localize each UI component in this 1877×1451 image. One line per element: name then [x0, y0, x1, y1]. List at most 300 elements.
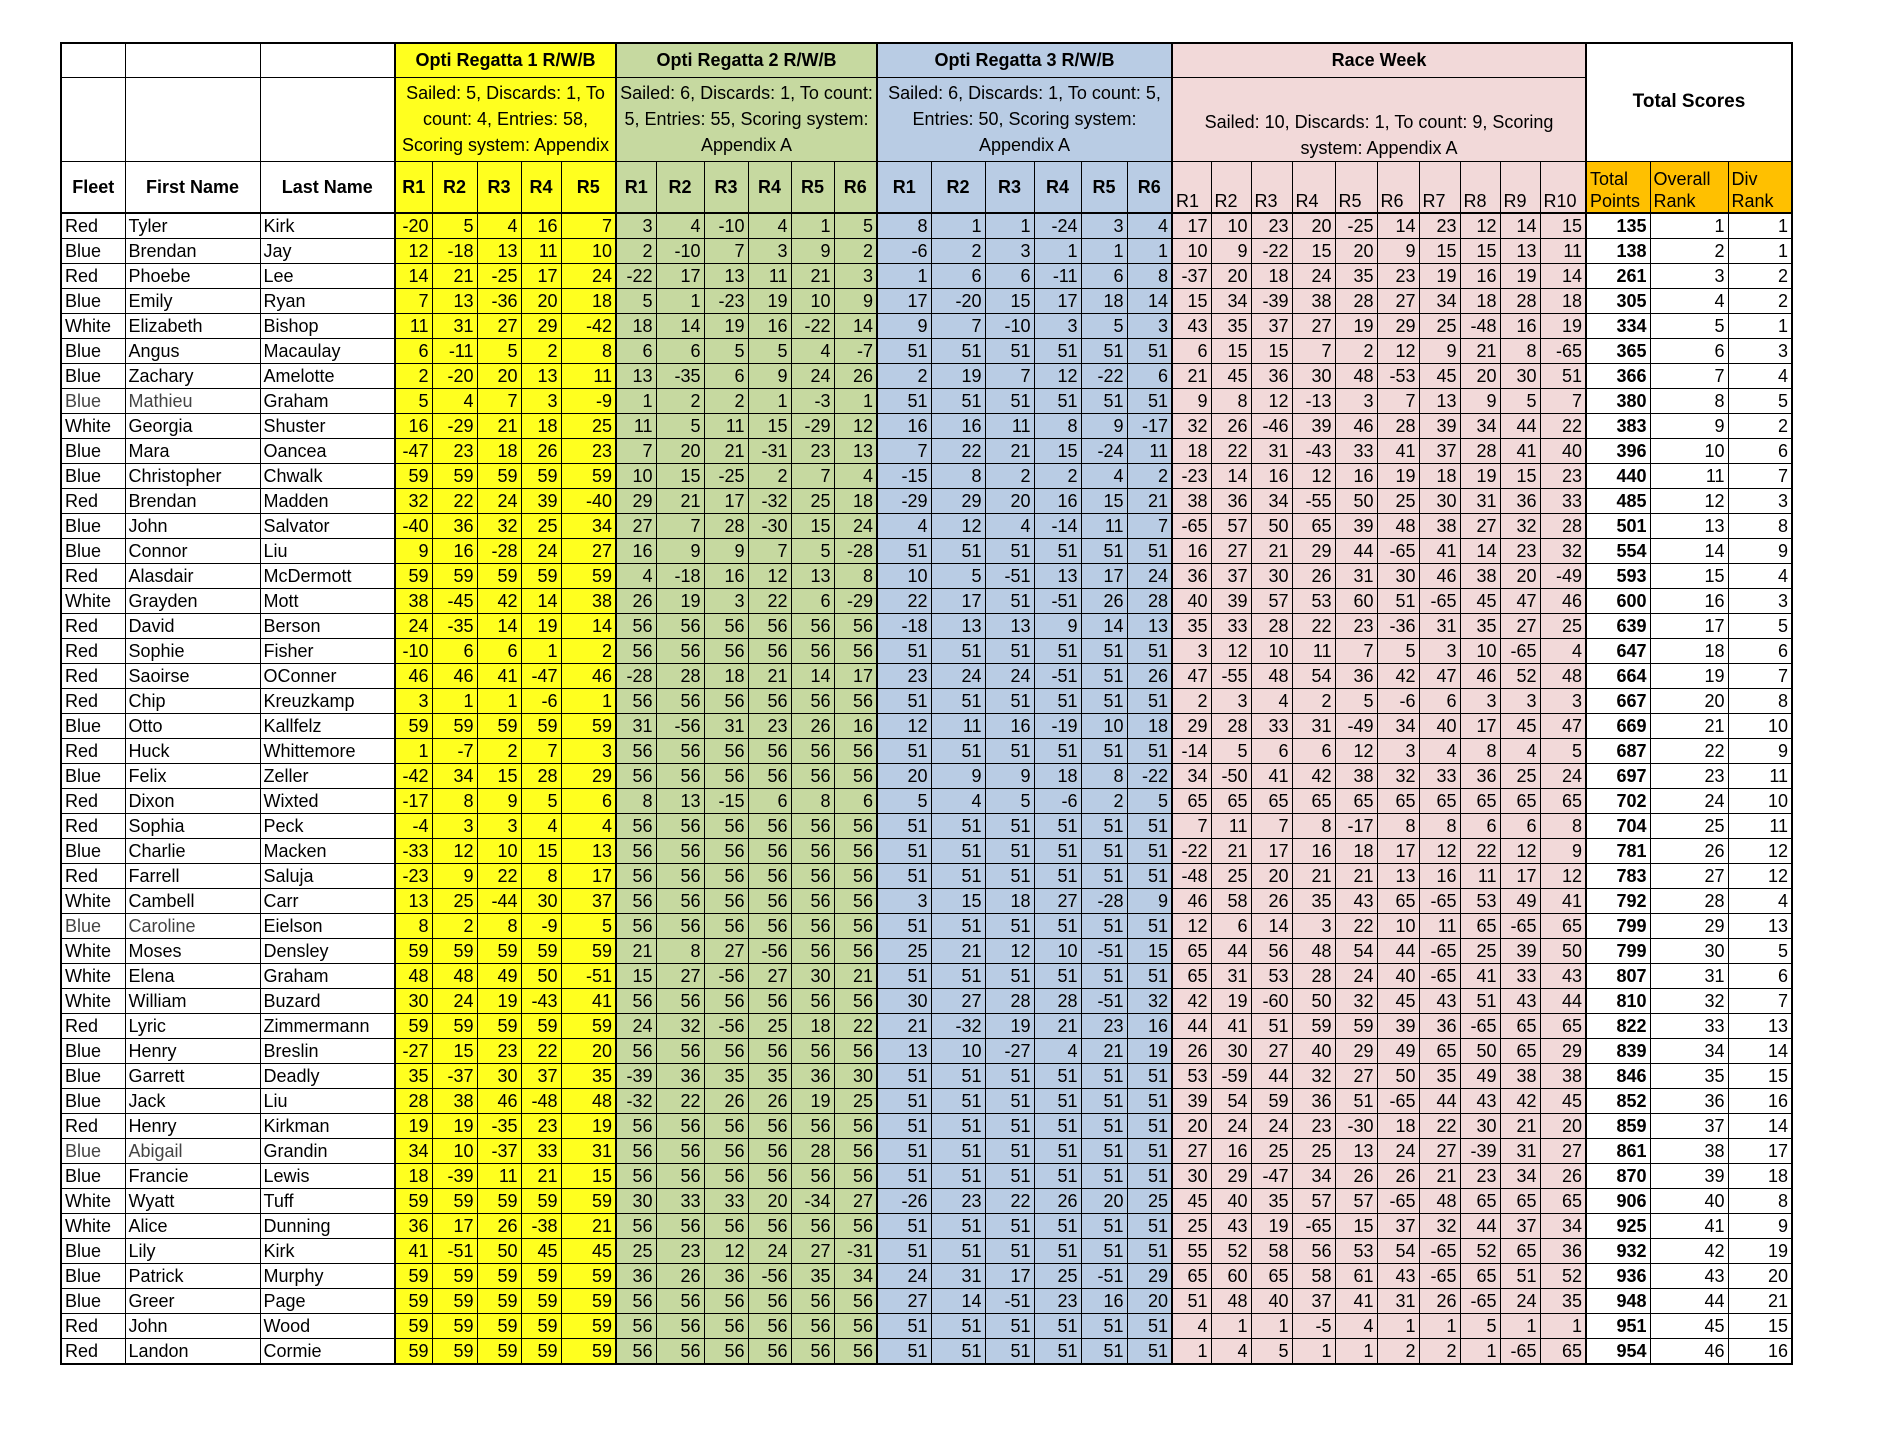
r2-score-cell: 22	[656, 1089, 704, 1114]
rw-score-cell: 27	[1419, 1139, 1460, 1164]
rw-score-cell: -65	[1460, 1289, 1500, 1314]
r2-score-cell: 56	[748, 814, 791, 839]
rw-score-cell: 55	[1172, 1239, 1211, 1264]
r2-score-cell: 56	[704, 739, 748, 764]
r3-score-cell: -51	[985, 1289, 1034, 1314]
first-name-cell: Brendan	[125, 239, 260, 264]
div-rank-cell: 9	[1728, 739, 1792, 764]
rw-score-cell: 15	[1540, 213, 1586, 239]
rw-score-cell: 7	[1292, 339, 1335, 364]
table-row	[61, 1089, 1792, 1114]
rw-score-cell: 43	[1172, 314, 1211, 339]
r2-score-cell: 56	[748, 764, 791, 789]
table-row	[61, 1239, 1792, 1264]
rw-race-header: R4	[1292, 161, 1335, 213]
r3-score-cell: 51	[1127, 1239, 1172, 1264]
rw-score-cell: 16	[1419, 864, 1460, 889]
r1-score-cell: 32	[477, 514, 521, 539]
rw-score-cell: 14	[1500, 213, 1540, 239]
r2-score-cell: 56	[656, 914, 704, 939]
fleet-cell: Blue	[61, 514, 125, 539]
r3-score-cell: 4	[931, 789, 985, 814]
table-row	[61, 264, 1792, 289]
rw-score-cell: 17	[1172, 213, 1211, 239]
r2-score-cell: 24	[834, 514, 877, 539]
rw-score-cell: 50	[1460, 1039, 1500, 1064]
rw-score-cell: 22	[1419, 1114, 1460, 1139]
rw-score-cell: -65	[1460, 1014, 1500, 1039]
r3-score-cell: 2	[931, 239, 985, 264]
rw-score-cell: 44	[1377, 939, 1419, 964]
r2-score-cell: 15	[748, 414, 791, 439]
rw-score-cell: -23	[1172, 464, 1211, 489]
r3-score-cell: 10	[877, 564, 931, 589]
rw-score-cell: 21	[1500, 1114, 1540, 1139]
rw-score-cell: -6	[1377, 689, 1419, 714]
fleet-cell: Blue	[61, 1039, 125, 1064]
overall-rank-cell: 1	[1650, 213, 1728, 239]
rw-score-cell: 65	[1172, 1264, 1211, 1289]
rw-score-cell: 26	[1211, 414, 1251, 439]
rw-score-cell: 16	[1251, 464, 1292, 489]
rw-score-cell: 44	[1251, 1064, 1292, 1089]
rw-score-cell: 11	[1211, 814, 1251, 839]
rw-score-cell: 34	[1460, 414, 1500, 439]
rw-score-cell: 35	[1540, 1289, 1586, 1314]
rw-score-cell: 8	[1460, 739, 1500, 764]
last-name-cell: Fisher	[260, 639, 395, 664]
table-row	[61, 664, 1792, 689]
rw-race-header: R5	[1335, 161, 1377, 213]
r2-score-cell: 56	[791, 939, 834, 964]
rw-score-cell: 25	[1540, 614, 1586, 639]
first-name-cell: Connor	[125, 539, 260, 564]
first-name-cell: Lily	[125, 1239, 260, 1264]
first-name-cell: Otto	[125, 714, 260, 739]
overall-rank-cell: 6	[1650, 339, 1728, 364]
div-rank-cell: 10	[1728, 714, 1792, 739]
rw-score-cell: 37	[1211, 564, 1251, 589]
rw-score-cell: 28	[1540, 514, 1586, 539]
r3-score-cell: 15	[985, 289, 1034, 314]
results-spreadsheet	[60, 42, 1793, 1365]
r1-score-cell: 27	[477, 314, 521, 339]
r2-score-cell: 56	[704, 1314, 748, 1339]
div-rank-cell: 1	[1728, 314, 1792, 339]
rw-score-cell: 43	[1377, 1264, 1419, 1289]
r1-score-cell: -38	[521, 1214, 561, 1239]
r3-score-cell: 20	[1127, 1289, 1172, 1314]
rw-score-cell: 19	[1540, 314, 1586, 339]
r2-score-cell: -10	[656, 239, 704, 264]
r2-score-cell: 56	[834, 864, 877, 889]
r2-score-cell: 56	[834, 1314, 877, 1339]
r1-score-cell: 22	[521, 1039, 561, 1064]
rw-score-cell: 35	[1292, 889, 1335, 914]
fleet-cell: Red	[61, 614, 125, 639]
rw-score-cell: 17	[1377, 839, 1419, 864]
r3-score-cell: 10	[931, 1039, 985, 1064]
total-points-cell: 861	[1586, 1139, 1650, 1164]
r1-score-cell: -4	[395, 814, 432, 839]
r3-score-cell: 51	[877, 1089, 931, 1114]
r2-race-header: R2	[656, 161, 704, 213]
r2-score-cell: 19	[791, 1089, 834, 1114]
rw-score-cell: 1	[1251, 1314, 1292, 1339]
fleet-cell: Blue	[61, 1289, 125, 1314]
table-row	[61, 1064, 1792, 1089]
first-name-cell: Sophia	[125, 814, 260, 839]
r3-score-cell: 19	[931, 364, 985, 389]
table-row	[61, 814, 1792, 839]
r3-score-cell: 15	[1034, 439, 1081, 464]
r2-score-cell: 16	[616, 539, 656, 564]
r1-score-cell: 34	[561, 514, 616, 539]
rw-score-cell: -65	[1500, 914, 1540, 939]
rw-score-cell: -25	[1335, 213, 1377, 239]
first-name-cell: Francie	[125, 1164, 260, 1189]
r2-score-cell: 56	[656, 889, 704, 914]
table-row	[61, 514, 1792, 539]
rw-score-cell: 36	[1500, 489, 1540, 514]
r1-score-cell: 59	[477, 714, 521, 739]
r3-score-cell: 51	[931, 1239, 985, 1264]
r1-score-cell: 5	[521, 789, 561, 814]
r2-score-cell: 30	[791, 964, 834, 989]
rw-score-cell: -65	[1500, 1339, 1540, 1365]
rw-score-cell: 48	[1540, 664, 1586, 689]
r2-score-cell: 28	[656, 664, 704, 689]
r2-score-cell: 28	[791, 1139, 834, 1164]
r3-score-cell: 51	[985, 639, 1034, 664]
r3-score-cell: 19	[985, 1014, 1034, 1039]
r1-score-cell: 18	[477, 439, 521, 464]
rw-score-cell: 20	[1460, 364, 1500, 389]
rw-score-cell: 14	[1540, 264, 1586, 289]
rw-score-cell: 28	[1500, 289, 1540, 314]
r3-score-cell: 6	[931, 264, 985, 289]
last-name-cell: Shuster	[260, 414, 395, 439]
table-row	[61, 439, 1792, 464]
first-name-cell: Saoirse	[125, 664, 260, 689]
r1-score-cell: 59	[521, 1189, 561, 1214]
r1-score-cell: 59	[521, 1014, 561, 1039]
rw-score-cell: 9	[1377, 239, 1419, 264]
rw-score-cell: 30	[1251, 564, 1292, 589]
r3-score-cell: 6	[985, 264, 1034, 289]
r3-score-cell: 21	[985, 439, 1034, 464]
rw-score-cell: 7	[1540, 389, 1586, 414]
r2-score-cell: 56	[616, 1114, 656, 1139]
r2-score-cell: 56	[748, 1139, 791, 1164]
r3-score-cell: 51	[931, 389, 985, 414]
first-name-cell: Christopher	[125, 464, 260, 489]
r3-race-header: R1	[877, 161, 931, 213]
r3-score-cell: 10	[1034, 939, 1081, 964]
rw-score-cell: 26	[1172, 1039, 1211, 1064]
div-rank-cell: 4	[1728, 564, 1792, 589]
rw-score-cell: 16	[1292, 839, 1335, 864]
r3-score-cell: 18	[1034, 764, 1081, 789]
r3-score-cell: -51	[1034, 664, 1081, 689]
r3-score-cell: 24	[1127, 564, 1172, 589]
r2-score-cell: 14	[834, 314, 877, 339]
rw-score-cell: 42	[1292, 764, 1335, 789]
r2-score-cell: 27	[834, 1189, 877, 1214]
last-name-cell: Murphy	[260, 1264, 395, 1289]
overall-rank-cell: 29	[1650, 914, 1728, 939]
r1-score-cell: 59	[477, 1189, 521, 1214]
fleet-cell: White	[61, 1189, 125, 1214]
rw-score-cell: 46	[1419, 564, 1460, 589]
rw-score-cell: 22	[1540, 414, 1586, 439]
div-rank-cell: 11	[1728, 764, 1792, 789]
r3-score-cell: 27	[1034, 889, 1081, 914]
r3-score-cell: 51	[1081, 1339, 1127, 1365]
overall-rank-cell: 32	[1650, 989, 1728, 1014]
rw-score-cell: 14	[1377, 213, 1419, 239]
rw-race-header: R1	[1172, 161, 1211, 213]
rw-score-cell: 48	[1377, 514, 1419, 539]
r3-score-cell: 12	[1034, 364, 1081, 389]
div-rank-cell: 16	[1728, 1089, 1792, 1114]
r2-score-cell: -18	[656, 564, 704, 589]
r2-score-cell: 56	[791, 989, 834, 1014]
r1-score-cell: 14	[521, 589, 561, 614]
r2-score-cell: 35	[791, 1264, 834, 1289]
r2-score-cell: 56	[791, 1114, 834, 1139]
rw-score-cell: -39	[1251, 289, 1292, 314]
rw-score-cell: 10	[1172, 239, 1211, 264]
r2-score-cell: 24	[791, 364, 834, 389]
r1-score-cell: 6	[477, 639, 521, 664]
r3-score-cell: 51	[1034, 1239, 1081, 1264]
rw-score-cell: 45	[1500, 714, 1540, 739]
rw-score-cell: 50	[1540, 939, 1586, 964]
rw-score-cell: 65	[1500, 1014, 1540, 1039]
rw-score-cell: 33	[1540, 489, 1586, 514]
r1-score-cell: 1	[561, 689, 616, 714]
rw-score-cell: 40	[1540, 439, 1586, 464]
table-row	[61, 464, 1792, 489]
r2-score-cell: 56	[834, 1039, 877, 1064]
r1-score-cell: 59	[561, 1014, 616, 1039]
r2-score-cell: -56	[748, 939, 791, 964]
r3-score-cell: 7	[985, 364, 1034, 389]
div-rank-cell: 3	[1728, 489, 1792, 514]
r1-score-cell: 59	[561, 1339, 616, 1365]
r1-score-cell: -42	[395, 764, 432, 789]
r1-score-cell: 59	[521, 564, 561, 589]
r1-score-cell: 18	[521, 414, 561, 439]
first-name-cell: Tyler	[125, 213, 260, 239]
rw-score-cell: 19	[1460, 464, 1500, 489]
r1-score-cell: -40	[395, 514, 432, 539]
r1-score-cell: 13	[395, 889, 432, 914]
fleet-cell: Red	[61, 1114, 125, 1139]
r3-score-cell: -29	[877, 489, 931, 514]
rw-score-cell: 32	[1335, 989, 1377, 1014]
rw-score-cell: 34	[1211, 289, 1251, 314]
div-rank-cell: 13	[1728, 914, 1792, 939]
fleet-cell: Red	[61, 639, 125, 664]
div-rank-cell: 4	[1728, 889, 1792, 914]
r1-score-cell: 5	[432, 213, 477, 239]
r1-score-cell: 59	[561, 1289, 616, 1314]
r1-score-cell: -47	[521, 664, 561, 689]
table-row	[61, 1314, 1792, 1339]
rw-score-cell: -47	[1251, 1164, 1292, 1189]
r3-score-cell: 51	[877, 1114, 931, 1139]
total-points-cell: 839	[1586, 1039, 1650, 1064]
r1-race-header: R5	[561, 161, 616, 213]
overall-rank-cell: 25	[1650, 814, 1728, 839]
r3-score-cell: 51	[985, 1114, 1034, 1139]
rw-score-cell: 29	[1377, 314, 1419, 339]
div-rank-cell: 6	[1728, 639, 1792, 664]
r2-score-cell: 32	[656, 1014, 704, 1039]
r1-score-cell: 14	[561, 614, 616, 639]
r1-score-cell: 13	[561, 839, 616, 864]
rw-score-cell: 9	[1540, 839, 1586, 864]
fleet-cell: Blue	[61, 714, 125, 739]
total-points-cell: 440	[1586, 464, 1650, 489]
r2-score-cell: 56	[616, 639, 656, 664]
rw-score-cell: 36	[1251, 364, 1292, 389]
first-name-cell: Chip	[125, 689, 260, 714]
r1-score-cell: 31	[561, 1139, 616, 1164]
last-name-cell: Kirkman	[260, 1114, 395, 1139]
r3-score-cell: 27	[877, 1289, 931, 1314]
r3-score-cell: 51	[1034, 814, 1081, 839]
r3-score-cell: 51	[1034, 339, 1081, 364]
r2-score-cell: 56	[748, 639, 791, 664]
r3-score-cell: 51	[1081, 339, 1127, 364]
rw-score-cell: 53	[1172, 1064, 1211, 1089]
rw-score-cell: 15	[1292, 239, 1335, 264]
r3-score-cell: 51	[1127, 964, 1172, 989]
rw-score-cell: -37	[1172, 264, 1211, 289]
r3-score-cell: 51	[877, 1064, 931, 1089]
r3-score-cell: 29	[1127, 1264, 1172, 1289]
first-name-cell: John	[125, 514, 260, 539]
r3-score-cell: 51	[1081, 1214, 1127, 1239]
table-row	[61, 739, 1792, 764]
overall-rank-cell: 21	[1650, 714, 1728, 739]
r3-score-cell: 51	[931, 864, 985, 889]
r1-score-cell: 2	[477, 739, 521, 764]
last-name-cell: Carr	[260, 889, 395, 914]
r2-score-cell: 27	[748, 964, 791, 989]
r1-score-cell: 23	[477, 1039, 521, 1064]
r1-score-cell: 10	[432, 1139, 477, 1164]
rw-score-cell: 46	[1540, 589, 1586, 614]
rw-score-cell: 41	[1500, 439, 1540, 464]
r3-score-cell: 51	[1127, 914, 1172, 939]
rw-score-cell: 7	[1251, 814, 1292, 839]
div-rank-cell: 1	[1728, 213, 1792, 239]
r3-score-cell: 51	[1081, 1089, 1127, 1114]
r2-score-cell: 56	[704, 814, 748, 839]
r2-score-cell: 56	[704, 1114, 748, 1139]
r3-score-cell: 51	[1034, 389, 1081, 414]
rw-score-cell: 30	[1460, 1114, 1500, 1139]
rw-score-cell: 65	[1460, 914, 1500, 939]
div-rank-cell: 16	[1728, 1339, 1792, 1365]
r1-score-cell: 46	[477, 1089, 521, 1114]
total-points-cell: 396	[1586, 439, 1650, 464]
r2-score-cell: 36	[616, 1264, 656, 1289]
r2-score-cell: 56	[834, 1139, 877, 1164]
last-name-cell: Peck	[260, 814, 395, 839]
r3-score-cell: 9	[877, 314, 931, 339]
r3-score-cell: 6	[1081, 264, 1127, 289]
rw-score-cell: 34	[1292, 1164, 1335, 1189]
table-row	[61, 1264, 1792, 1289]
r3-score-cell: 21	[1127, 489, 1172, 514]
rw-score-cell: 42	[1500, 1089, 1540, 1114]
rw-score-cell: -65	[1292, 1214, 1335, 1239]
r3-score-cell: 51	[877, 1164, 931, 1189]
r1-score-cell: 24	[432, 989, 477, 1014]
rw-score-cell: 12	[1292, 464, 1335, 489]
r1-score-cell: 59	[395, 939, 432, 964]
r1-score-cell: 19	[477, 989, 521, 1014]
r3-score-cell: 51	[877, 814, 931, 839]
r1-score-cell: 20	[561, 1039, 616, 1064]
table-row	[61, 1139, 1792, 1164]
rw-score-cell: 41	[1335, 1289, 1377, 1314]
rw-score-cell: 29	[1172, 714, 1211, 739]
r1-score-cell: 18	[395, 1164, 432, 1189]
r3-score-cell: 1	[877, 264, 931, 289]
last-name-cell: Buzard	[260, 989, 395, 1014]
rw-score-cell: 48	[1335, 364, 1377, 389]
fleet-cell: Blue	[61, 764, 125, 789]
rw-score-cell: 22	[1335, 914, 1377, 939]
table-row	[61, 1114, 1792, 1139]
r3-score-cell: 51	[877, 1314, 931, 1339]
rw-race-header: R8	[1460, 161, 1500, 213]
fleet-cell: White	[61, 964, 125, 989]
r1-score-cell: 59	[395, 1289, 432, 1314]
r1-score-cell: 28	[395, 1089, 432, 1114]
table-row	[61, 914, 1792, 939]
rw-score-cell: 53	[1335, 1239, 1377, 1264]
r3-score-cell: 51	[1034, 964, 1081, 989]
rw-score-cell: 34	[1172, 764, 1211, 789]
rw-score-cell: 27	[1460, 514, 1500, 539]
rw-score-cell: 22	[1460, 839, 1500, 864]
r2-score-cell: 23	[791, 439, 834, 464]
r2-score-cell: 56	[656, 1114, 704, 1139]
rw-score-cell: 54	[1335, 939, 1377, 964]
overall-rank-cell: 30	[1650, 939, 1728, 964]
r3-score-cell: 51	[1127, 1064, 1172, 1089]
r2-score-cell: 29	[616, 489, 656, 514]
r1-score-cell: 5	[477, 339, 521, 364]
rw-score-cell: 18	[1540, 289, 1586, 314]
r1-score-cell: 59	[477, 1289, 521, 1314]
rw-score-cell: 14	[1251, 914, 1292, 939]
r3-score-cell: 13	[877, 1039, 931, 1064]
r2-score-cell: 6	[748, 789, 791, 814]
rw-score-cell: 10	[1377, 914, 1419, 939]
last-name-cell: Liu	[260, 1089, 395, 1114]
r3-score-cell: 51	[1127, 389, 1172, 414]
r1-score-cell: 1	[477, 689, 521, 714]
r1-score-cell: 42	[477, 589, 521, 614]
